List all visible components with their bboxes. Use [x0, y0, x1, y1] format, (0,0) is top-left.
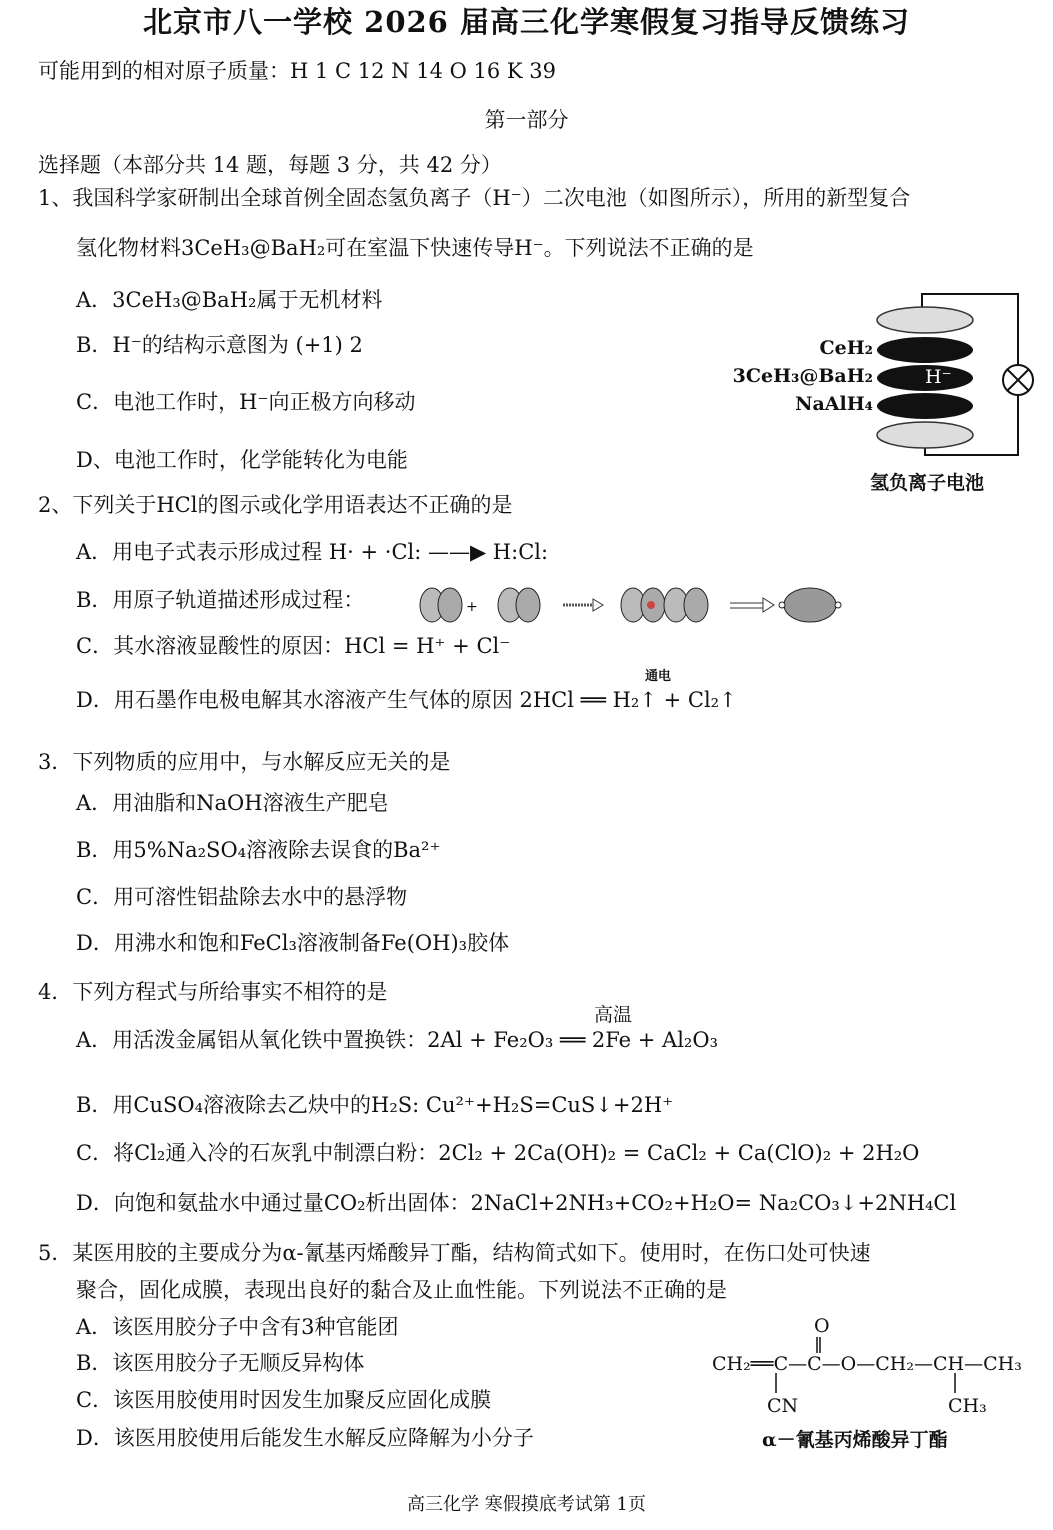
label-electrolyte: 3CeH₃@BaH₂ [732, 365, 873, 387]
q4-option-d: D．向饱和氨盐水中通过量CO₂析出固体：2NaCl+2NH₃+CO₂+H₂O= Na₂CO₃↓+2NH₄Cl [76, 1191, 957, 1215]
q5-option-a: A．该医用胶分子中含有3种官能团 [76, 1315, 399, 1339]
q1-option-c: C．电池工作时，H⁻向正极方向移动 [76, 390, 416, 414]
q1-option-b: B．H⁻的结构示意图为 (+1) 2 [76, 333, 363, 357]
q5-stem-1: 5．某医用胶的主要成分为α-氰基丙烯酸异丁酯，结构简式如下。使用时，在伤口处可快速 [38, 1241, 871, 1265]
label-naalh4: NaAlH₄ [795, 393, 873, 415]
section-heading: 选择题（本部分共 14 题，每题 3 分，共 42 分） [38, 153, 502, 177]
page-title: 北京市八一学校 2026 届高三化学寒假复习指导反馈练习 [143, 5, 910, 39]
ion-label: H⁻ [925, 366, 952, 388]
atomic-masses: 可能用到的相对原子质量：H 1 C 12 N 14 O 16 K 39 [38, 59, 556, 83]
q5-stem-2: 聚合，固化成膜，表现出良好的黏合及止血性能。下列说法不正确的是 [76, 1278, 727, 1302]
main-chain: CH₂══C—C—O—CH₂—CH—CH₃ [712, 1353, 1022, 1375]
battery-caption: 氢负离子电池 [870, 472, 985, 494]
orbital-overlap-diagram [418, 585, 848, 625]
structure-caption: α－氰基丙烯酸异丁酯 [762, 1429, 948, 1451]
page-footer: 高三化学 寒假摸底考试第 1页 [407, 1494, 646, 1515]
q2-option-a: A．用电子式表示形成过程 H· + ·Cl: ——▶ H:Cl: [76, 540, 549, 564]
q2-option-d: D．用石墨作电极电解其水溶液产生气体的原因 2HCl ══ H₂↑ + Cl₂↑ [76, 688, 737, 712]
carbonyl-oxygen: O [814, 1315, 830, 1337]
q4-stem: 4．下列方程式与所给事实不相符的是 [38, 980, 388, 1004]
q2-option-b: B．用原子轨道描述形成过程： [76, 588, 365, 612]
q3-option-a: A．用油脂和NaOH溶液生产肥皂 [76, 791, 389, 815]
q5-option-b: B．该医用胶分子无顺反异构体 [76, 1351, 365, 1375]
structural-formula [712, 1315, 1052, 1455]
thermite-condition: 高温 [594, 1004, 633, 1026]
q3-stem: 3．下列物质的应用中，与水解反应无关的是 [38, 750, 451, 774]
q5-option-c: C．该医用胶使用时因发生加聚反应固化成膜 [76, 1388, 492, 1412]
q4-option-a: A．用活泼金属铝从氧化铁中置换铁：2Al + Fe₂O₃ ══ 2Fe + Al₂O₃ [76, 1028, 718, 1052]
cyano-group: CN [767, 1395, 799, 1417]
label-ceh2: CeH₂ [819, 337, 873, 359]
svg-text:+: + [466, 599, 478, 615]
q4-option-c: C．将Cl₂通入冷的石灰乳中制漂白粉：2Cl₂ + 2Ca(OH)₂ = CaCl₂ + Ca(ClO)₂ + 2H₂O [76, 1141, 920, 1165]
q1-option-a: A．3CeH₃@BaH₂属于无机材料 [76, 288, 383, 312]
q5-option-d: D．该医用胶使用后能发生水解反应降解为小分子 [76, 1426, 534, 1450]
q2-option-c: C．其水溶液显酸性的原因：HCl = H⁺ + Cl⁻ [76, 634, 511, 658]
q3-option-b: B．用5%Na₂SO₄溶液除去误食的Ba²⁺ [76, 838, 441, 862]
q3-option-d: D．用沸水和饱和FeCl₃溶液制备Fe(OH)₃胶体 [76, 931, 510, 955]
q2-stem: 2、下列关于HCl的图示或化学用语表达不正确的是 [38, 493, 513, 517]
part-heading: 第一部分 [484, 108, 569, 132]
methyl-branch: CH₃ [948, 1395, 987, 1417]
q1-stem-2: 氢化物材料3CeH₃@BaH₂可在室温下快速传导H⁻。下列说法不正确的是 [76, 236, 754, 260]
battery-diagram [700, 290, 1053, 500]
q1-stem-1: 1、我国科学家研制出全球首例全固态氢负离子（H⁻）二次电池（如图所示），所用的新型复合 [38, 186, 911, 210]
q3-option-c: C．用可溶性铝盐除去水中的悬浮物 [76, 885, 408, 909]
q1-option-d: D、电池工作时，化学能转化为电能 [76, 448, 408, 472]
electrolysis-condition: 通电 [645, 669, 672, 684]
q4-option-b: B．用CuSO₄溶液除去乙炔中的H₂S: Cu²⁺+H₂S=CuS↓+2H⁺ [76, 1093, 674, 1117]
